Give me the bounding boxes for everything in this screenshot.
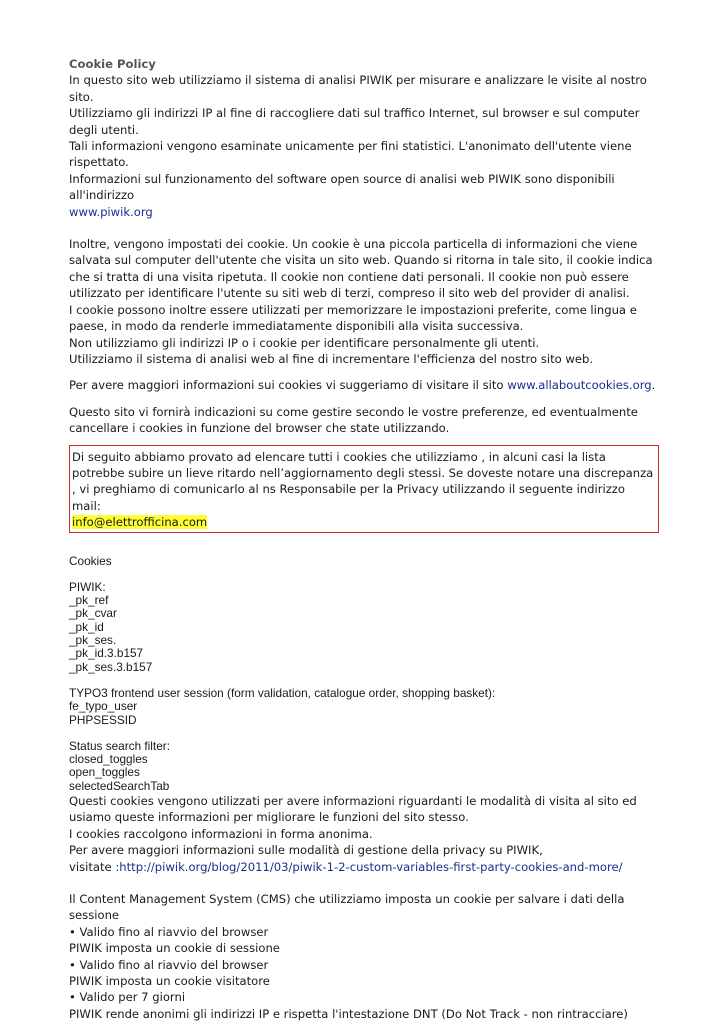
cookie-name: selectedSearchTab (69, 778, 170, 793)
cookie-name: _pk_cvar (69, 606, 117, 621)
cookie-line: Utilizziamo il sistema di analisi web al fine di incrementare l'efficienza del nostro sito web. (69, 351, 594, 366)
cms-line: • Valido fino al riavvio del browser (69, 957, 269, 972)
cookie-name: _pk_id.3.b157 (69, 646, 144, 661)
intro-line: Utilizziamo gli indirizzi IP al fine di raccogliere dati sul traffico Internet, sul browser e sul computer degli utenti. (69, 106, 640, 137)
cookie-name: open_toggles (69, 765, 140, 780)
status-label: Status search filter: (69, 738, 170, 753)
piwik-blog-link[interactable]: :http://piwik.org/blog/2011/03/piwik-1-2-custom-variables-first-party-cookies-and-more/ (115, 859, 623, 874)
more-info-prefix: Per avere maggiori informazioni sui cookies vi suggeriamo di visitare il sito (69, 378, 508, 393)
cookie-line: Non utilizziamo gli indirizzi IP o i cookie per identificare personalmente gli utenti. (69, 335, 540, 350)
browser-paragraph: Questo sito vi fornirà indicazioni su come gestire secondo le vostre preferenze, ed eventualmente cancellare i cookies in funzione del browser che state utilizzando. (69, 404, 638, 436)
cms-line: PIWIK imposta un cookie visitatore (69, 974, 270, 989)
usage-line: Questi cookies vengono utilizzati per avere informazioni riguardanti le modalità di visita al sito ed usiamo queste informazioni per migliorare le funzioni del sito stesso. (69, 794, 637, 825)
cookie-name: fe_typo_user (69, 699, 138, 714)
cookie-paragraph: Inoltre, vengono impostati dei cookie. Un cookie è una piccola particella di informazioni che viene salvata sul computer dell'utente che visita un sito web. Quando si ritorna in tale sito, il cookie indica che si tratta di una visita ripetuta. Il cookie non contiene dati personali. Il cookie non può essere utilizzato per identificare l'utente su siti web di terzi, compreso il sito web del provider di analisi. (69, 237, 653, 301)
visit-line (69, 859, 659, 875)
piwik-link[interactable]: www.piwik.org (69, 204, 153, 219)
cms-line: PIWIK rende anonimi gli indirizzi IP e rispetta l'intestazione DNT (Do Not Track - non rintracciare) (69, 1006, 628, 1021)
cms-line: Il Content Management System (CMS) che utilizziamo imposta un cookie per salvare i dati della sessione (69, 892, 625, 923)
notice-email: info@elettrofficina.com (72, 515, 208, 530)
cookie-name: _pk_ses. (69, 633, 117, 648)
cookie-name: _pk_ref (69, 593, 109, 608)
more-info-suffix: . (651, 378, 656, 393)
cookie-name: PHPSESSID (69, 712, 137, 727)
intro-line: Tali informazioni vengono esaminate unicamente per fini statistici. L'anonimato dell'utente viene rispettato. (69, 139, 632, 170)
allaboutcookies-link[interactable]: www.allaboutcookies.org (507, 378, 652, 393)
intro-line: Informazioni sul funzionamento del software open source di analisi web PIWIK sono disponibili all'indirizzo (69, 171, 615, 203)
typo3-label: TYPO3 frontend user session (form validation, catalogue order, shopping basket): (69, 685, 496, 700)
piwik-label: PIWIK: (69, 579, 106, 594)
cookie-name: _pk_id (69, 619, 104, 634)
cookie-name: _pk_ses.3.b157 (69, 659, 153, 674)
cms-line: • Valido fino al riavvio del browser (69, 924, 269, 939)
usage-line: I cookies raccolgono informazioni in forma anonima. (69, 826, 373, 841)
cookies-heading: Cookies (69, 553, 112, 568)
cookie-line: I cookie possono inoltre essere utilizzati per memorizzare le impostazioni preferite, come lingua e paese, in modo da renderle immediatamente disponibili alla visita successiva. (69, 302, 637, 334)
page-title: Cookie Policy (69, 57, 156, 71)
intro-line: In questo sito web utilizziamo il sistema di analisi PIWIK per misurare e analizzare le visite al nostro sito. (69, 73, 647, 104)
visit-prefix: visitate (69, 859, 116, 874)
cms-line: • Valido per 7 giorni (69, 990, 186, 1005)
cookie-name: closed_toggles (69, 752, 148, 767)
notice-box (69, 445, 659, 533)
cms-line: PIWIK imposta un cookie di sessione (69, 941, 280, 956)
notice-text: Di seguito abbiamo provato ad elencare tutti i cookies che utilizziamo , in alcuni casi la lista potrebbe subire un lieve ritardo nell’aggiornamento degli stessi. Se doveste notare una discrepanza , vi preghiamo di comunicarlo al ns Responsabile per la Privacy utilizzando il seguente indirizzo mail: (72, 449, 654, 513)
more-info-paragraph (69, 377, 659, 393)
usage-line: Per avere maggiori informazioni sulle modalità di gestione della privacy su PIWIK, (69, 843, 543, 858)
